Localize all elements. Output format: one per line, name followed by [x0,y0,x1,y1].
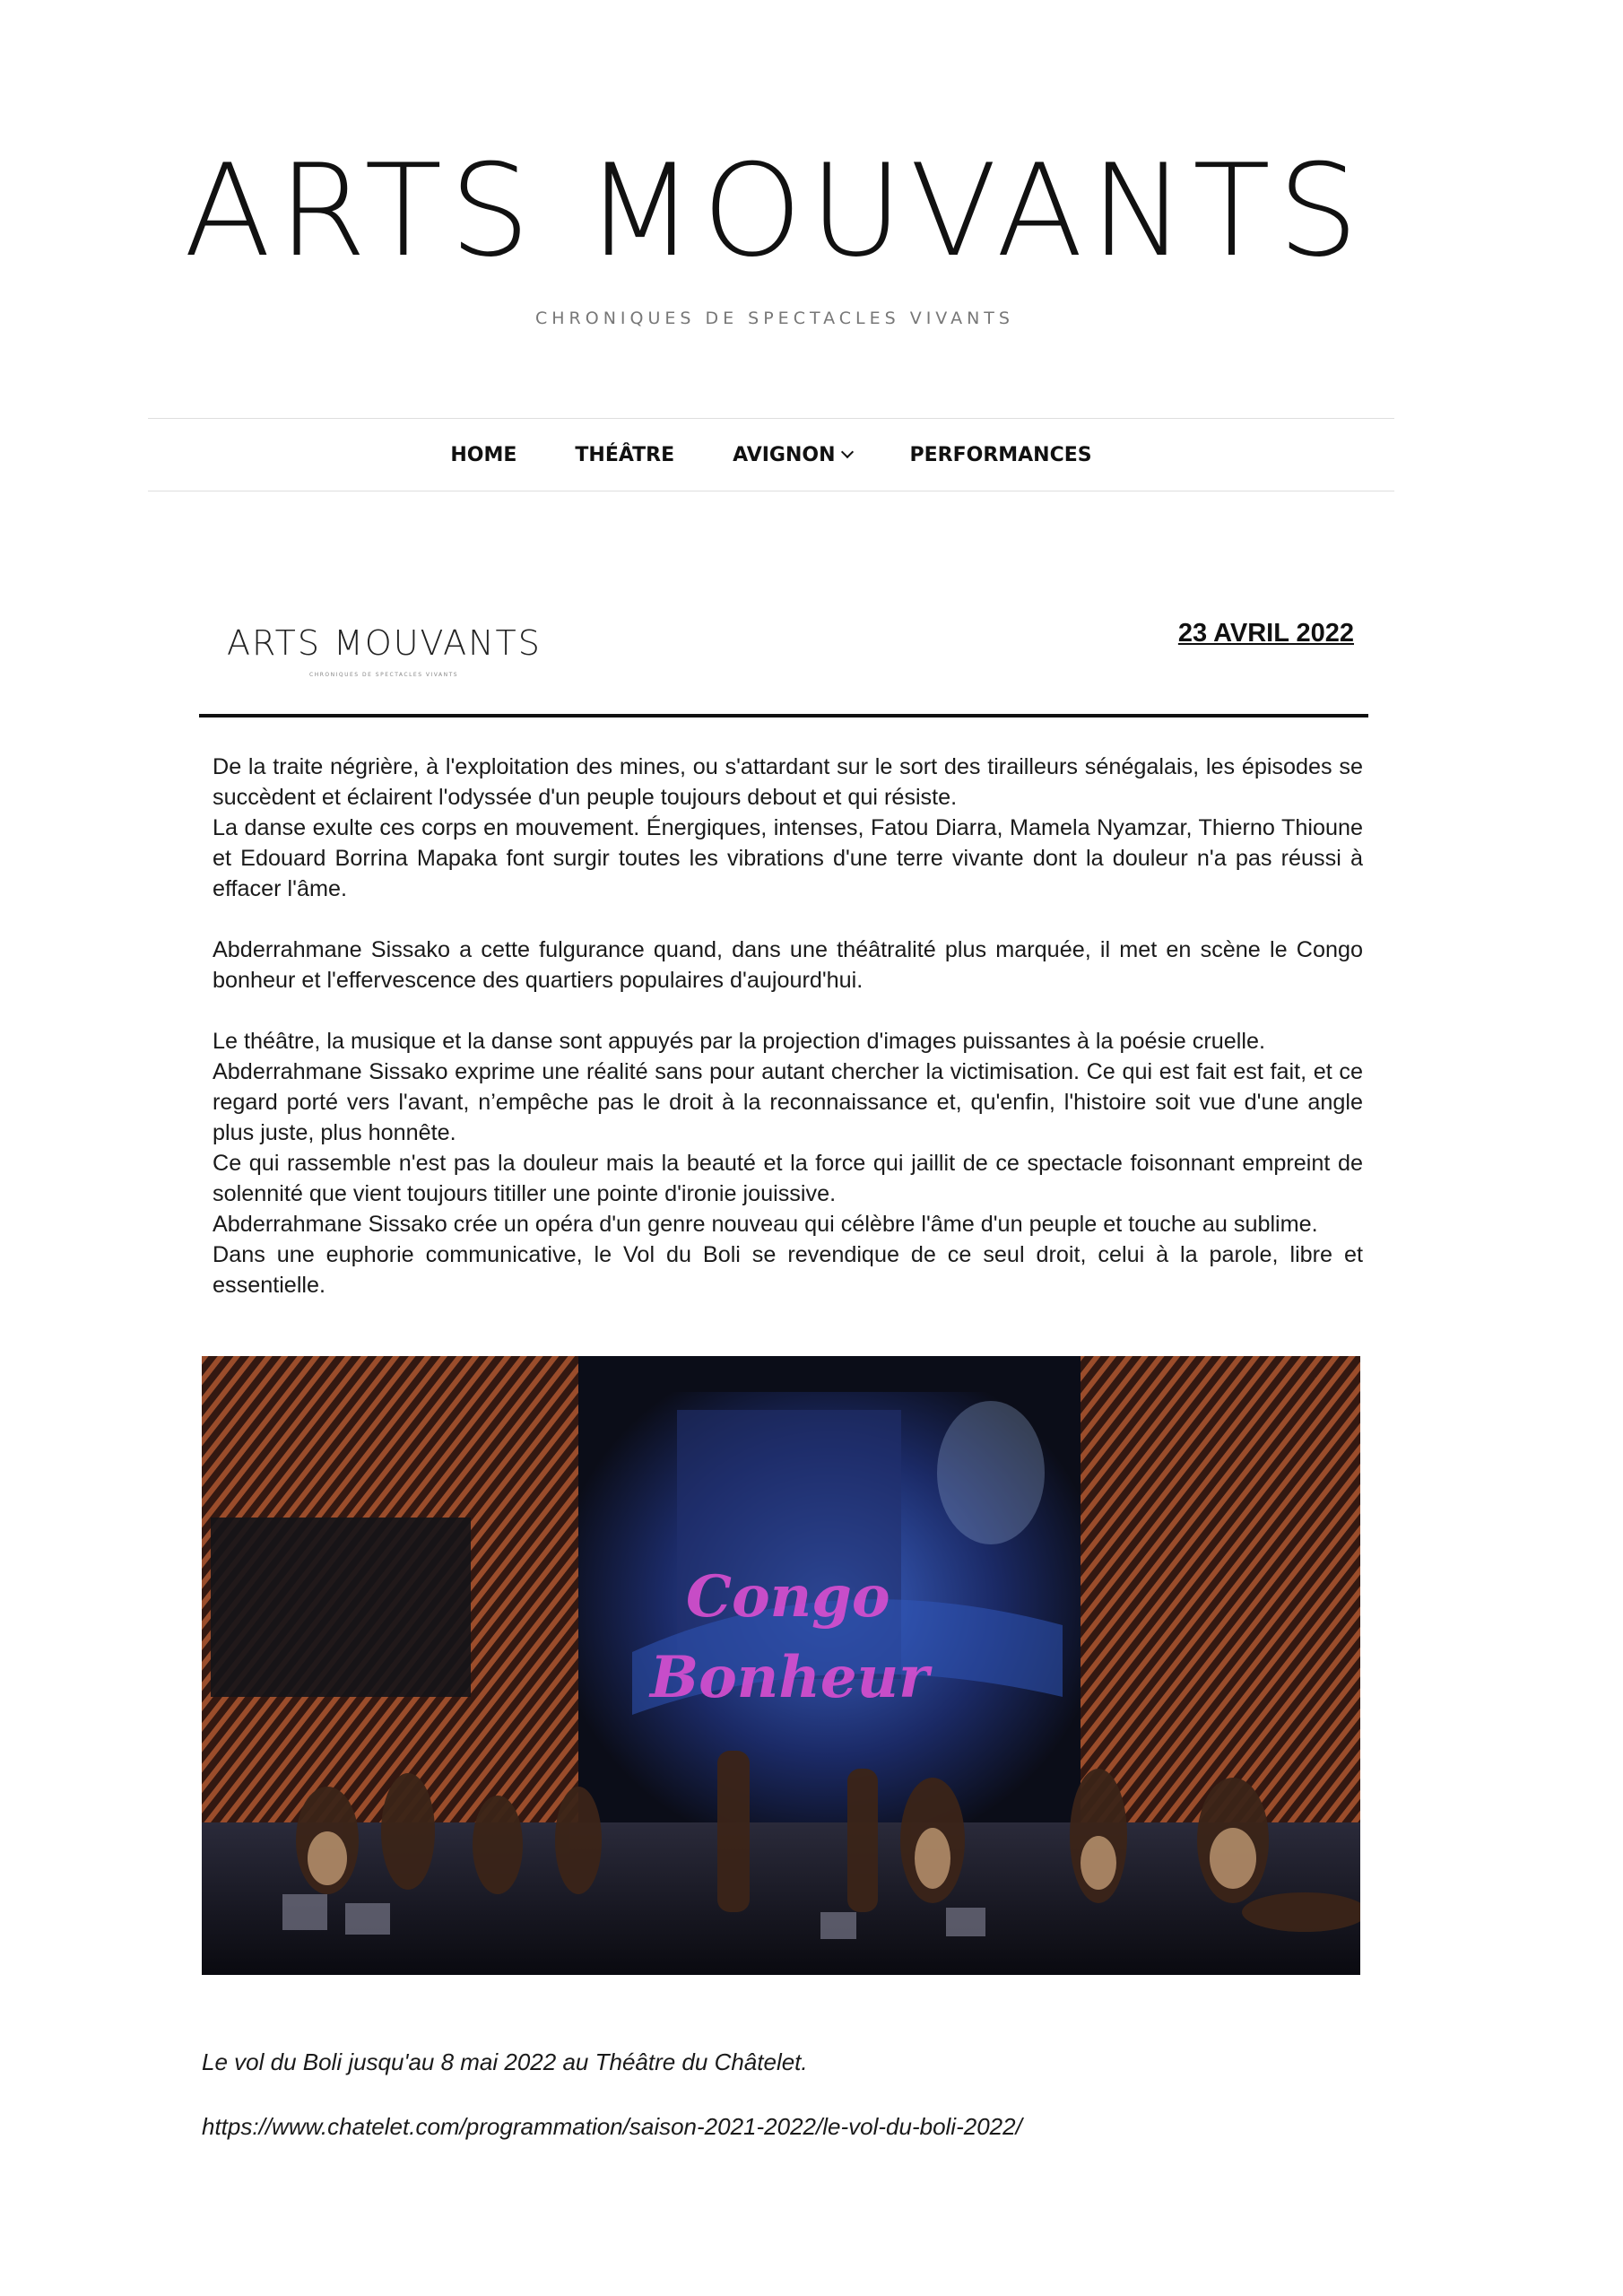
chevron-down-icon [840,446,853,458]
nav-item-label: PERFORMANCES [909,443,1092,466]
neon-sign-line2: Bonheur [650,1644,929,1711]
nav-item-label: HOME [450,443,517,466]
document-date: 23 AVRIL 2022 [1177,619,1354,648]
nav-item-label: THÉÂTRE [575,443,675,466]
nav-item-avignon[interactable] [733,444,851,466]
source-link[interactable]: https://www.chatelet.com/programmation/saison-2021-2022/le-vol-du-boli-2022/ [202,2113,1022,2140]
nav-item-theatre[interactable] [575,444,674,466]
article-paragraph: Le théâtre, la musique et la danse sont appuyés par la projection d'images puissantes à la poésie cruelle. [213,1029,1265,1054]
nav-item-label: AVIGNON [733,443,836,466]
site-tagline: CHRONIQUES DE SPECTACLES VIVANTS [535,309,1014,328]
article-paragraph: Abderrahmane Sissako crée un opéra d'un genre nouveau qui célèbre l'âme d'un peuple et touche au sublime. [213,1212,1318,1237]
article-paragraph: De la traite négrière, à l'exploitation des mines, ou s'attardant sur le sort des tirailleurs sénégalais, les épisodes se succèdent et éclairent l'odyssée d'un peuple toujours debout et qui résiste. [213,754,1363,810]
article-paragraph: Ce qui rassemble n'est pas la douleur mais la beauté et la force qui jaillit de ce spectacle foisonnant empreint de solennité que vient toujours titiller une pointe d'ironie jouissive. [213,1151,1363,1206]
article-body [213,752,1363,1300]
nav-item-performances[interactable] [910,444,1092,466]
photo-caption: Le vol du Boli jusqu'au 8 mai 2022 au Théâtre du Châtelet. [202,2048,808,2075]
stage-photo [202,1356,1360,1975]
stage-photo-illustration [202,1356,1360,1975]
main-navigation [148,418,1394,491]
header-divider [199,714,1368,718]
article-paragraph: Abderrahmane Sissako exprime une réalité sans pour autant chercher la victimisation. Ce qui est fait est fait, et ce regard porté vers l'avant, n’empêche pas le droit à la reconnaissance et, qu'enfin, l'histoire soit vue d'une angle plus juste, plus honnête. [213,1059,1363,1145]
nav-item-home[interactable] [450,444,516,466]
document-logo [227,623,542,678]
document-logo-title: ARTS MOUVANTS [227,623,542,663]
document-logo-subtitle: CHRONIQUES DE SPECTACLES VIVANTS [309,672,459,678]
site-title[interactable]: ARTS MOUVANTS [183,137,1366,285]
neon-sign-line1: Congo [686,1563,890,1631]
article-paragraph: Abderrahmane Sissako a cette fulgurance quand, dans une théâtralité plus marquée, il met en scène le Congo bonheur et l'effervescence des quartiers populaires d'aujourd'hui. [213,937,1363,993]
article-paragraph: Dans une euphorie communicative, le Vol du Boli se revendique de ce seul droit, celui à la parole, libre et essentielle. [213,1242,1363,1298]
article-paragraph: La danse exulte ces corps en mouvement. Énergiques, intenses, Fatou Diarra, Mamela Nyamzar, Thierno Thioune et Edouard Borrina Mapaka font surgir toutes les vibrations d'une terre vivante dont la douleur n'a pas réussi à effacer l'âme. [213,815,1363,901]
